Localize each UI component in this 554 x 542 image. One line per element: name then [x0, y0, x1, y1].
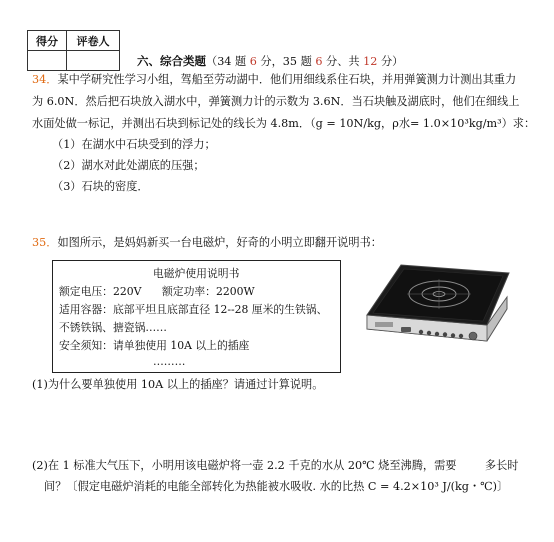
q34-number: 34．: [32, 73, 58, 86]
q34-line1: 34．某中学研究性学习小组，驾船至劳动湖中．他们用细线系住石块，并用弹簧测力计测出其重力: [32, 73, 517, 86]
grader-header: 评卷人: [67, 31, 120, 51]
section-title: 六、综合类题: [137, 54, 206, 68]
score-table: [27, 30, 120, 71]
q34-line2: 为 6.0N．然后把石块放入湖水中，弹簧测力计的示数为 3.6N．当石块触及湖底时，他们在细线上: [32, 95, 520, 108]
q34-sub3: （3）石块的密度．: [52, 180, 149, 193]
score-header: 得分: [28, 31, 67, 51]
manual-box: [52, 260, 341, 373]
q34-sub2: （2）湖水对此处湖底的压强；: [52, 159, 205, 172]
section-heading: 六、综合类题（34 题 6 分，35 题 6 分、共 12 分）: [137, 54, 404, 68]
q35-part2-line1: (2)在 1 标准大气压下，小明用该电磁炉将一壶 2.2 千克的水从 20℃ 烧至沸腾，需要 多长时: [32, 459, 519, 472]
q34-line3: 水面处做一标记，并测出石块到标记处的线长为 4.8m．（g = 10N/kg，ρ水= 1.0×10³kg/m³）求：: [32, 117, 536, 130]
q35-part2-line2: 间？〔假定电磁炉消耗的电能全部转化为热能被水吸收. 水的比热 C = 4.2×10³ J/(kg・℃)〕: [44, 480, 509, 493]
manual-line4: 安全须知：请单独使用 10A 以上的插座: [59, 339, 250, 352]
score-cell[interactable]: [28, 51, 67, 71]
q35-intro: 35．如图所示，是妈妈新买一台电磁炉，好奇的小明立即翻开说明书：: [32, 236, 382, 249]
manual-line3: 不锈铁锅、搪瓷锅……: [59, 321, 167, 334]
manual-line1: 额定电压：220V 额定功率：2200W: [59, 285, 255, 298]
manual-line5: ………: [153, 355, 186, 368]
induction-cooker-image: [361, 257, 511, 369]
manual-line2: 适用容器：底部平坦且底部直径 12--28 厘米的生铁锅、: [59, 303, 328, 316]
grader-cell[interactable]: [67, 51, 120, 71]
q34-sub1: （1）在湖水中石块受到的浮力；: [52, 138, 216, 151]
q35-part1: (1)为什么要单独使用 10A 以上的插座？请通过计算说明。: [32, 378, 324, 391]
q35-number: 35．: [32, 236, 58, 249]
manual-title: 电磁炉使用说明书: [153, 267, 240, 280]
